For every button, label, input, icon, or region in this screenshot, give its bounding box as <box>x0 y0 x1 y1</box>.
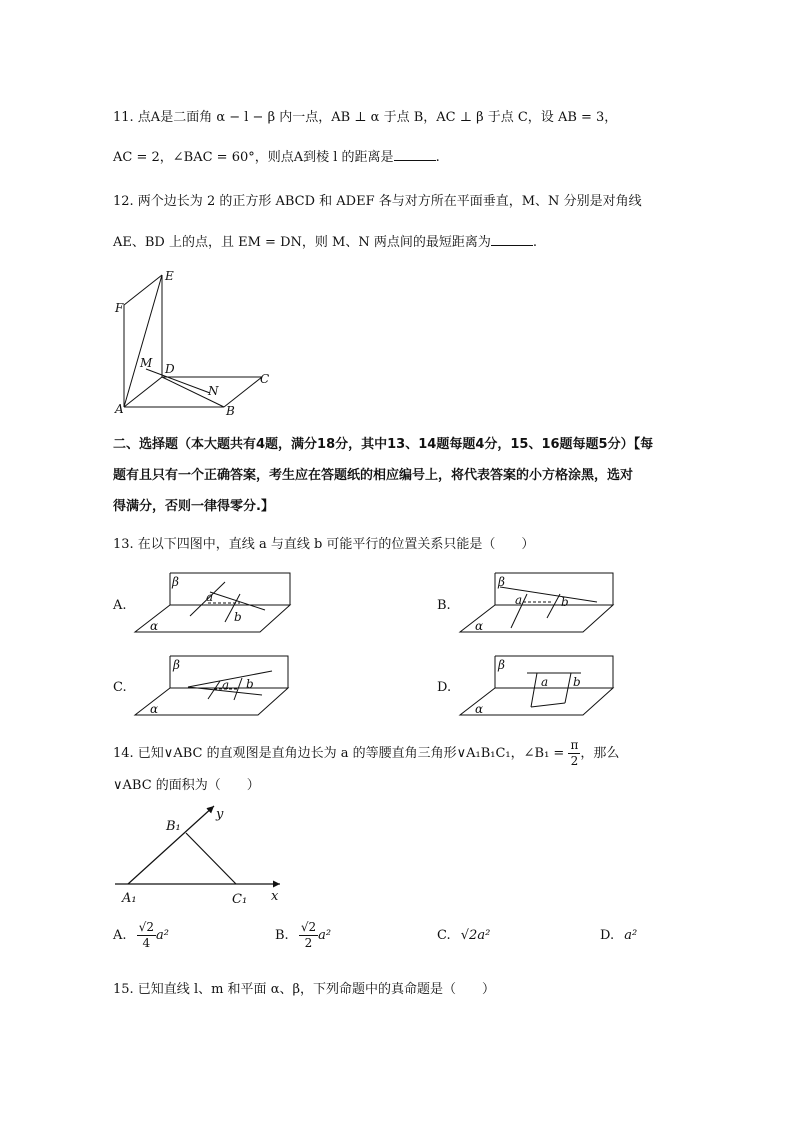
edge-AD <box>124 377 162 407</box>
fraction-numerator: √2 <box>300 920 317 934</box>
q12-line2 <box>113 233 537 253</box>
pi-over-2-fraction <box>568 738 580 769</box>
option-label: D. <box>600 928 615 943</box>
q11-line2 <box>113 148 440 168</box>
q13-option-b-label: B. <box>437 598 451 613</box>
label-B: B <box>226 404 235 418</box>
label-beta: β <box>172 575 179 589</box>
fraction-numerator: √2 <box>138 920 154 934</box>
option-label: A. <box>113 928 127 943</box>
q13-figure-d <box>455 655 625 721</box>
q13-figure-b <box>455 572 625 638</box>
section2-line3: 得满分，否则一律得零分.】 <box>113 499 274 514</box>
section2-line2: 题有且只有一个正确答案，考生应在答题纸的相应编号上，将代表答案的小方格涂黑，选对 <box>113 468 634 483</box>
edge-MN <box>146 369 210 393</box>
label-a: a <box>206 590 214 604</box>
q13-stem: 13. 在以下四图中，直线 a 与直线 b 可能平行的位置关系只能是（ ） <box>113 537 535 552</box>
label-beta: β <box>498 575 505 589</box>
label-a: a <box>515 593 523 607</box>
label-B1: B₁ <box>166 819 181 834</box>
label-C: C <box>260 372 270 386</box>
option-tail: a² <box>318 928 332 943</box>
option-a-fraction <box>137 920 156 951</box>
edge-FE <box>124 275 162 305</box>
q14-option-c <box>437 926 490 946</box>
answer-blank <box>394 148 436 161</box>
q14-line2: ∨ABC 的面积为（ ） <box>113 778 260 793</box>
q13-figure-a <box>130 572 300 638</box>
label-a: a <box>222 678 230 692</box>
label-b: b <box>573 675 581 689</box>
option-tail: a² <box>155 928 169 943</box>
fraction-denominator: 4 <box>142 936 151 950</box>
label-A1: A₁ <box>122 891 137 906</box>
side-B1C1 <box>186 833 236 884</box>
label-beta: β <box>173 658 180 672</box>
q12-line2-end: . <box>532 235 537 250</box>
label-F: F <box>115 301 124 315</box>
fraction-denominator: 2 <box>304 936 313 950</box>
q14-line1 <box>113 738 619 770</box>
label-b: b <box>234 610 242 624</box>
label-a: a <box>541 675 549 689</box>
q12-line1: 12. 两个边长为 2 的正方形 ABCD 和 ADEF 各与对方所在平面垂直，M、N 分别是对角线 <box>113 194 642 209</box>
label-D: D <box>165 362 175 376</box>
q12-line2-text: AE、BD 上的点，且 EM = DN，则 M、N 两点间的最短距离为 <box>113 235 491 250</box>
option-text: √2a² <box>460 928 491 943</box>
fraction-denominator: 2 <box>570 754 579 768</box>
q14-line1-end: ，那么 <box>580 746 620 761</box>
label-alpha: α <box>475 619 484 633</box>
q13-option-a-label: A. <box>113 598 127 613</box>
label-E: E <box>165 269 174 283</box>
label-N: N <box>208 384 219 398</box>
label-alpha: α <box>150 619 159 633</box>
label-M: M <box>140 356 153 370</box>
label-b: b <box>246 677 254 691</box>
label-y: y <box>216 807 224 822</box>
q14-option-d <box>600 926 637 946</box>
q15-stem: 15. 已知直线 l、m 和平面 α、β，下列命题中的真命题是（ ） <box>113 982 495 997</box>
option-b-fraction <box>299 920 318 951</box>
q11-line1: 11. 点A是二面角 α − l − β 内一点，AB ⊥ α 于点 B，AC ⊥ β 于点 C，设 AB = 3， <box>113 110 618 125</box>
y-axis <box>128 806 214 884</box>
option-label: C. <box>437 928 451 943</box>
q13-figure-c <box>130 655 300 721</box>
label-beta: β <box>498 658 505 672</box>
option-text: a² <box>624 928 638 943</box>
label-C1: C₁ <box>232 892 248 907</box>
q12-figure <box>110 265 290 420</box>
edge-CB <box>224 377 262 407</box>
fraction-numerator: π <box>570 738 579 752</box>
label-alpha: α <box>150 702 159 716</box>
answer-blank <box>491 233 533 246</box>
q14-option-a <box>113 920 169 952</box>
q11-line2-text: AC = 2，∠BAC = 60°，则点A到棱 l 的距离是 <box>113 150 394 165</box>
q14-option-b <box>275 920 331 952</box>
q11-line2-end: . <box>435 150 440 165</box>
section2-line1: 二、选择题（本大题共有4题，满分18分，其中13、14题每题4分，15、16题每题5分）【每 <box>113 437 654 452</box>
q13-option-c-label: C. <box>113 680 127 695</box>
label-A: A <box>115 402 124 416</box>
label-x: x <box>271 889 279 904</box>
edge-AE <box>124 275 162 407</box>
label-b: b <box>561 595 569 609</box>
label-alpha: α <box>475 702 484 716</box>
option-label: B. <box>275 928 289 943</box>
q14-figure <box>110 800 290 908</box>
q14-line1-text: 14. 已知∨ABC 的直观图是直角边长为 a 的等腰直角三角形∨A₁B₁C₁，∠B₁ = <box>113 746 565 761</box>
q13-option-d-label: D. <box>437 680 452 695</box>
